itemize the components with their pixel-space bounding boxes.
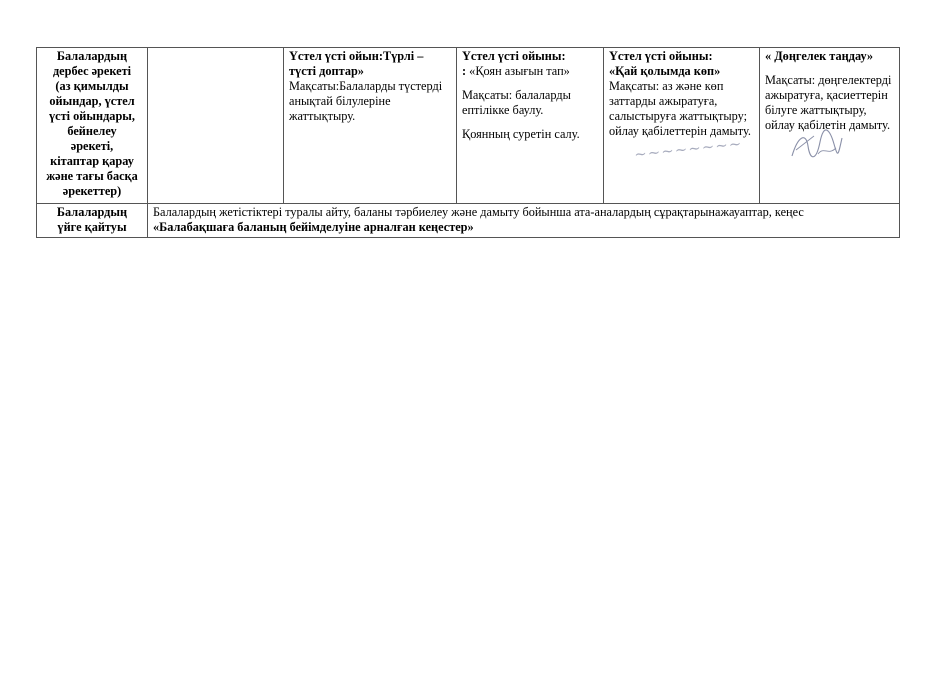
lesson-plan-table: [36, 47, 900, 238]
activity-cell-rabbit-food: [457, 48, 604, 204]
activity-title: Үстел үсті ойыны:: [462, 49, 566, 63]
activity-cell-wheel-choice: [760, 48, 900, 204]
empty-cell: [148, 48, 284, 204]
activity-goal: Мақсаты: аз және көп заттарды ажыратуға, салыстыруға жаттықтыру; ойлау қабілеттерін дамыту.: [609, 79, 752, 138]
parents-advice-text: Балалардың жетістіктері туралы айту, баланы тәрбиелеу және дамыту бойынша ата-аналардың сұрақтарынажауаптар, кеңес: [153, 205, 804, 219]
row-label-independent-activity: Балалардың дербес әрекеті (аз қимылды ойындар, үстел үсті ойындары, бейнелеу әрекеті, кітаптар қарау және тағы басқа әрекеттер): [37, 48, 148, 204]
activity-subtitle: : «Қоян азығын тап»: [462, 64, 570, 78]
row-label-going-home: Балалардың үйге қайтуы: [37, 204, 148, 238]
activity-title: « Дөңгелек таңдау»: [765, 49, 874, 63]
activity-title: Үстел үсті ойын:Түрлі – түсті доптар»: [289, 49, 424, 78]
parents-advice-title: «Балабақшаға баланың бейімделуіне арналған кеңестер»: [153, 220, 474, 234]
activity-goal: Мақсаты:Балаларды түстерді анықтай білулеріне жаттықтыру.: [289, 79, 443, 123]
activity-goal: Мақсаты: дөңгелектерді ажыратуға, қасиеттерін білуге жаттықтыру, ойлау қабілетін дамыту.: [765, 73, 892, 132]
handwritten-signature: ~~~~~~~~: [633, 134, 744, 164]
activity-goal: Мақсаты: балаларды ептілікке баулу.: [462, 88, 571, 117]
table-row-independent-activity: [37, 48, 900, 204]
table-row-going-home: [37, 204, 900, 238]
activity-cell-colored-balls: [284, 48, 457, 204]
activity-title: Үстел үсті ойыны:: [609, 49, 713, 63]
activity-cell-which-hand: [604, 48, 760, 204]
activity-extra: Қоянның суретін салу.: [462, 127, 580, 141]
activity-subtitle: «Қай қолымда көп»: [609, 64, 721, 78]
parents-advice-cell: [148, 204, 900, 238]
